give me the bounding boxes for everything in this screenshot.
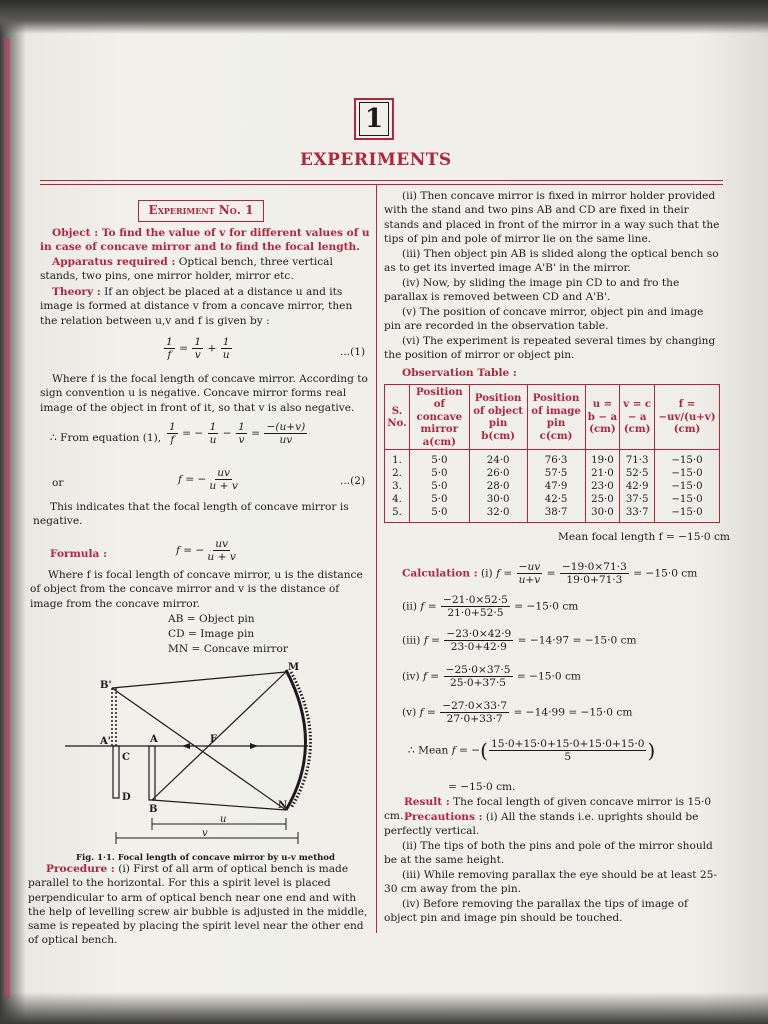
equation-2: f = − $\frac{uv}{u + v}$ xyxy=(178,467,238,492)
table-cell: 37·5 xyxy=(620,493,655,506)
step-iv: (iv) Now, by sliding the image pin CD to and fro the parallax is removed between CD and A'B'. xyxy=(384,277,680,304)
col-v-label: v = c − a (cm) xyxy=(623,398,652,436)
calc-iv-num: −25·0×37·5 xyxy=(445,664,511,676)
col-header-sno xyxy=(385,385,410,450)
table-row xyxy=(385,480,720,493)
procedure-paragraph xyxy=(28,862,370,948)
binding-edge xyxy=(4,38,10,998)
step-ii: (ii) Then concave mirror is fixed in mirror holder provided with the stand and two pins AB and CD are fixed in their stands and placed in front of the mirror in a way such that the tips of pin and pole of mirror lie on the same line. xyxy=(384,190,720,245)
label-a: A xyxy=(150,734,158,745)
calc-v-den: 27·0+33·7 xyxy=(446,713,503,725)
ray-b-to-n xyxy=(152,800,286,810)
observation-table xyxy=(384,384,720,523)
object-text: To find the value of v for different values of u in case of concave mirror and to find the focal length. xyxy=(40,227,370,254)
table-row xyxy=(385,506,720,523)
table-cell: 33·7 xyxy=(620,506,655,523)
precaution-i xyxy=(384,810,721,839)
table-cell: 52·5 xyxy=(620,467,655,480)
observation-table-title: Observation Table : xyxy=(402,367,517,379)
col-header-u xyxy=(585,385,620,450)
calc-iv-result: = −15·0 cm xyxy=(516,670,581,683)
label-f: F xyxy=(210,734,218,745)
calc-v-label: (v) xyxy=(402,706,417,719)
table-cell: 38·7 xyxy=(527,506,585,523)
label-v: v xyxy=(202,828,208,839)
bottom-shadow xyxy=(0,992,768,1024)
col-mirror-label: Position of concave mirror a(cm) xyxy=(416,385,463,448)
label-u: u xyxy=(220,814,227,825)
equation-rearranged: $\frac{1}{f}$ = − $\frac{1}{u}$ − $\frac{1}{v}$ = $\frac{-(u+v)}{uv}$ xyxy=(169,421,306,446)
table-cell: 32·0 xyxy=(469,506,527,523)
table-cell: 57·5 xyxy=(527,467,585,480)
calc-v-result: = −14·99 = −15·0 cm xyxy=(513,706,633,719)
mean-result: = −15·0 cm. xyxy=(448,781,516,793)
precaution-ii: (ii) The tips of both the pins and pole of the mirror should be at the same height. xyxy=(384,840,713,867)
theory-heading: Theory : xyxy=(52,286,101,298)
apparatus-heading: Apparatus required : xyxy=(52,256,176,268)
axis-arrow-right xyxy=(250,743,258,749)
table-cell: 42·5 xyxy=(527,493,585,506)
col-header-v xyxy=(620,385,655,450)
table-cell: 71·3 xyxy=(620,450,655,468)
equation-2-label: ...(2) xyxy=(340,475,366,487)
object-paragraph xyxy=(40,226,370,255)
table-cell: 2. xyxy=(385,467,410,480)
label-m: M xyxy=(288,662,300,673)
calc-ii-num: −21·0×52·5 xyxy=(442,594,508,606)
where-paragraph-2: Where f is focal length of concave mirror, u is the distance of object from the concave mirror and v is the distance of image from the concave mirror. xyxy=(30,569,363,610)
ray-b-to-m xyxy=(152,672,286,800)
calc-iii-num: −23·0×42·9 xyxy=(446,628,512,640)
calc-v-num: −27·0×33·7 xyxy=(442,700,508,712)
label-a-prime: A' xyxy=(100,736,111,747)
precautions-heading: Precautions : xyxy=(404,811,483,823)
image-pin-cd xyxy=(113,746,119,798)
table-cell: 5·0 xyxy=(410,467,470,480)
table-cell: −15·0 xyxy=(655,450,720,468)
observation-table-body xyxy=(385,450,720,523)
calculation-heading: Calculation : xyxy=(402,567,478,580)
col-object-label: Position of object pin b(cm) xyxy=(473,392,523,442)
label-b-prime: B' xyxy=(100,680,112,691)
mean-label: ∴ Mean xyxy=(408,744,449,757)
or-text: or xyxy=(52,477,64,489)
calc-i-num: −19·0×71·3 xyxy=(561,561,627,573)
table-cell: 5·0 xyxy=(410,493,470,506)
table-cell: 23·0 xyxy=(585,480,620,493)
table-cell: 5·0 xyxy=(410,450,470,468)
step-v: (v) The position of concave mirror, object pin and image pin are recorded in the observation table. xyxy=(384,306,704,333)
apparatus-text: Optical bench, three vertical stands, two pins, one mirror holder, mirror etc. xyxy=(40,256,333,283)
column-divider xyxy=(376,185,377,933)
from-equation-text: ∴ From equation (1), xyxy=(50,432,162,444)
mean-focal-length: Mean focal length f = −15·0 cm xyxy=(558,531,730,543)
table-cell: −15·0 xyxy=(655,480,720,493)
object-heading: Object : xyxy=(52,227,99,239)
label-d: D xyxy=(122,792,131,803)
where-paragraph-1: Where f is the focal length of concave mirror. According to sign convention u is negative. Concave mirror forms real image of the object in front of it, so that v is also negative. xyxy=(40,373,368,414)
calc-i-result: = −15·0 cm xyxy=(633,567,698,580)
table-row xyxy=(385,450,720,468)
step-vi: (vi) The experiment is repeated several times by changing the position of mirror or object pin. xyxy=(384,335,716,362)
col-image-label: Position of image pin c(cm) xyxy=(531,392,581,442)
table-cell: 1. xyxy=(385,450,410,468)
table-cell: 19·0 xyxy=(585,450,620,468)
formula-heading: Formula : xyxy=(50,548,107,560)
table-cell: 24·0 xyxy=(469,450,527,468)
calc-iii: (iii) f = $\frac{-23\cdot 0\times 42\cdot 9}{23\cdot 0+42\cdot 9}$ = −14·97 = −15·0 cm xyxy=(402,628,637,653)
object-pin-ab xyxy=(149,746,155,800)
chapter-number-box xyxy=(354,98,394,140)
table-cell: 25·0 xyxy=(585,493,620,506)
calc-ii-label: (ii) xyxy=(402,600,418,613)
col-sno-label: S. No. xyxy=(387,404,407,429)
apparatus-paragraph xyxy=(40,255,370,284)
col-u-label: u = b − a (cm) xyxy=(587,398,618,436)
calc-i: Calculation : (i) f = $\frac{-uv}{u+v}$ = $\frac{-19\cdot 0\times 71\cdot 3}{19\cdot 0+71\cdot 3}$ = −15·0 cm xyxy=(402,561,698,586)
theory-text: If an object be placed at a distance u and its image is formed at distance v from a concave mirror, then the relation between u,v and f is given by : xyxy=(40,286,353,327)
precaution-iv: (iv) Before removing the parallax the tips of image of object pin and image pin should be touched. xyxy=(384,898,688,925)
calc-ii-result: = −15·0 cm xyxy=(514,600,579,613)
table-row xyxy=(385,493,720,506)
calc-i-label: (i) xyxy=(481,567,493,580)
table-cell: 28·0 xyxy=(469,480,527,493)
ray-b-prime-to-n xyxy=(112,688,286,810)
table-cell: 3. xyxy=(385,480,410,493)
calc-v: (v) f = $\frac{-27\cdot 0\times 33\cdot 7}{27\cdot 0+33\cdot 7}$ = −14·99 = −15·0 cm xyxy=(402,700,633,725)
theory-paragraph xyxy=(40,285,370,328)
col-header-mirror xyxy=(410,385,470,450)
calc-iv-label: (iv) xyxy=(402,670,420,683)
calc-iii-result: = −14·97 = −15·0 cm xyxy=(517,634,637,647)
table-cell: −15·0 xyxy=(655,467,720,480)
equation-1: $\frac{1}{f}$ = $\frac{1}{v}$ + $\frac{1}{u}$ xyxy=(166,336,230,361)
legend-cd: CD = Image pin xyxy=(168,628,255,640)
concave-mirror-diagram xyxy=(60,660,360,850)
table-cell: 5. xyxy=(385,506,410,523)
table-cell: 4. xyxy=(385,493,410,506)
step-iii: (iii) Then object pin AB is slided along the optical bench so as to get its inverted image A'B' in the mirror. xyxy=(384,248,719,275)
precaution-i-text: (i) All the stands i.e. uprights should be perfectly vertical. xyxy=(384,811,699,838)
col-header-object xyxy=(469,385,527,450)
calc-ii-den: 21·0+52·5 xyxy=(447,607,504,619)
mean-numerator: 15·0+15·0+15·0+15·0+15·0 xyxy=(490,738,645,750)
col-header-image xyxy=(527,385,585,450)
equation-1-label: ...(1) xyxy=(340,346,366,358)
table-cell: 5·0 xyxy=(410,506,470,523)
table-cell: 47·9 xyxy=(527,480,585,493)
mean-denominator: 5 xyxy=(564,751,572,763)
title-rule-top xyxy=(40,180,723,181)
table-cell: −15·0 xyxy=(655,506,720,523)
col-header-f xyxy=(655,385,720,450)
precaution-iii: (iii) While removing parallax the eye should be at least 25-30 cm away from the pin. xyxy=(384,869,717,896)
calc-iii-label: (iii) xyxy=(402,634,421,647)
experiment-label: Experiment No. 1 xyxy=(138,200,264,222)
table-row xyxy=(385,467,720,480)
calc-iv: (iv) f = $\frac{-25\cdot 0\times 37\cdot 5}{25\cdot 0+37\cdot 5}$ = −15·0 cm xyxy=(402,664,581,689)
top-shadow xyxy=(0,0,768,34)
formula-equation: f = − $\frac{uv}{u + v}$ xyxy=(176,538,236,563)
result-heading: Result : xyxy=(404,796,450,808)
result-text: The focal length of given concave mirror is 15·0 cm. xyxy=(384,796,712,823)
table-cell: 21·0 xyxy=(585,467,620,480)
legend-mn: MN = Concave mirror xyxy=(168,643,288,655)
chapter-title: EXPERIMENTS xyxy=(300,150,452,170)
table-cell: 30·0 xyxy=(585,506,620,523)
axis-arrow-left xyxy=(182,743,190,749)
figure-caption: Fig. 1·1. Focal length of concave mirror by u-v method xyxy=(76,853,335,863)
negative-focal-text: This indicates that the focal length of concave mirror is negative. xyxy=(33,501,349,528)
calc-iv-den: 25·0+37·5 xyxy=(450,677,507,689)
table-cell: 26·0 xyxy=(469,467,527,480)
concave-mirror-curve xyxy=(286,670,306,810)
table-cell: 42·9 xyxy=(620,480,655,493)
label-c: C xyxy=(122,752,130,763)
table-cell: 30·0 xyxy=(469,493,527,506)
legend-ab: AB = Object pin xyxy=(168,613,255,625)
calc-iii-den: 23·0+42·9 xyxy=(450,641,507,653)
calc-ii: (ii) f = $\frac{-21\cdot 0\times 52\cdot 5}{21\cdot 0+52\cdot 5}$ = −15·0 cm xyxy=(402,594,579,619)
table-cell: 76·3 xyxy=(527,450,585,468)
table-cell: −15·0 xyxy=(655,493,720,506)
label-n: N xyxy=(278,800,288,811)
label-b: B xyxy=(149,804,158,815)
table-cell: 5·0 xyxy=(410,480,470,493)
calc-i-den: 19·0+71·3 xyxy=(566,574,623,586)
chapter-number: 1 xyxy=(359,102,389,136)
procedure-text: (i) First of all arm of optical bench is made parallel to the horizontal. For this a spirit level is placed perpendicular to arm of optical bench near one end and with the help of levelling screw air bubble is adjusted in the middle, same is repeated by placing the spirit level near the other end of optical bench. xyxy=(28,863,368,947)
mirror-hatching xyxy=(291,672,311,808)
mean-calculation: ∴ Mean f = −( $\frac{15\cdot 0+15\cdot 0+15\cdot 0+15\cdot 0+15\cdot 0}{5}$ ) xyxy=(408,738,656,763)
title-rule-bottom xyxy=(40,184,723,185)
col-f-label: f = −uv/(u+v) (cm) xyxy=(658,398,716,436)
ray-b-prime-to-m xyxy=(112,672,286,688)
procedure-heading: Procedure : xyxy=(46,863,115,875)
